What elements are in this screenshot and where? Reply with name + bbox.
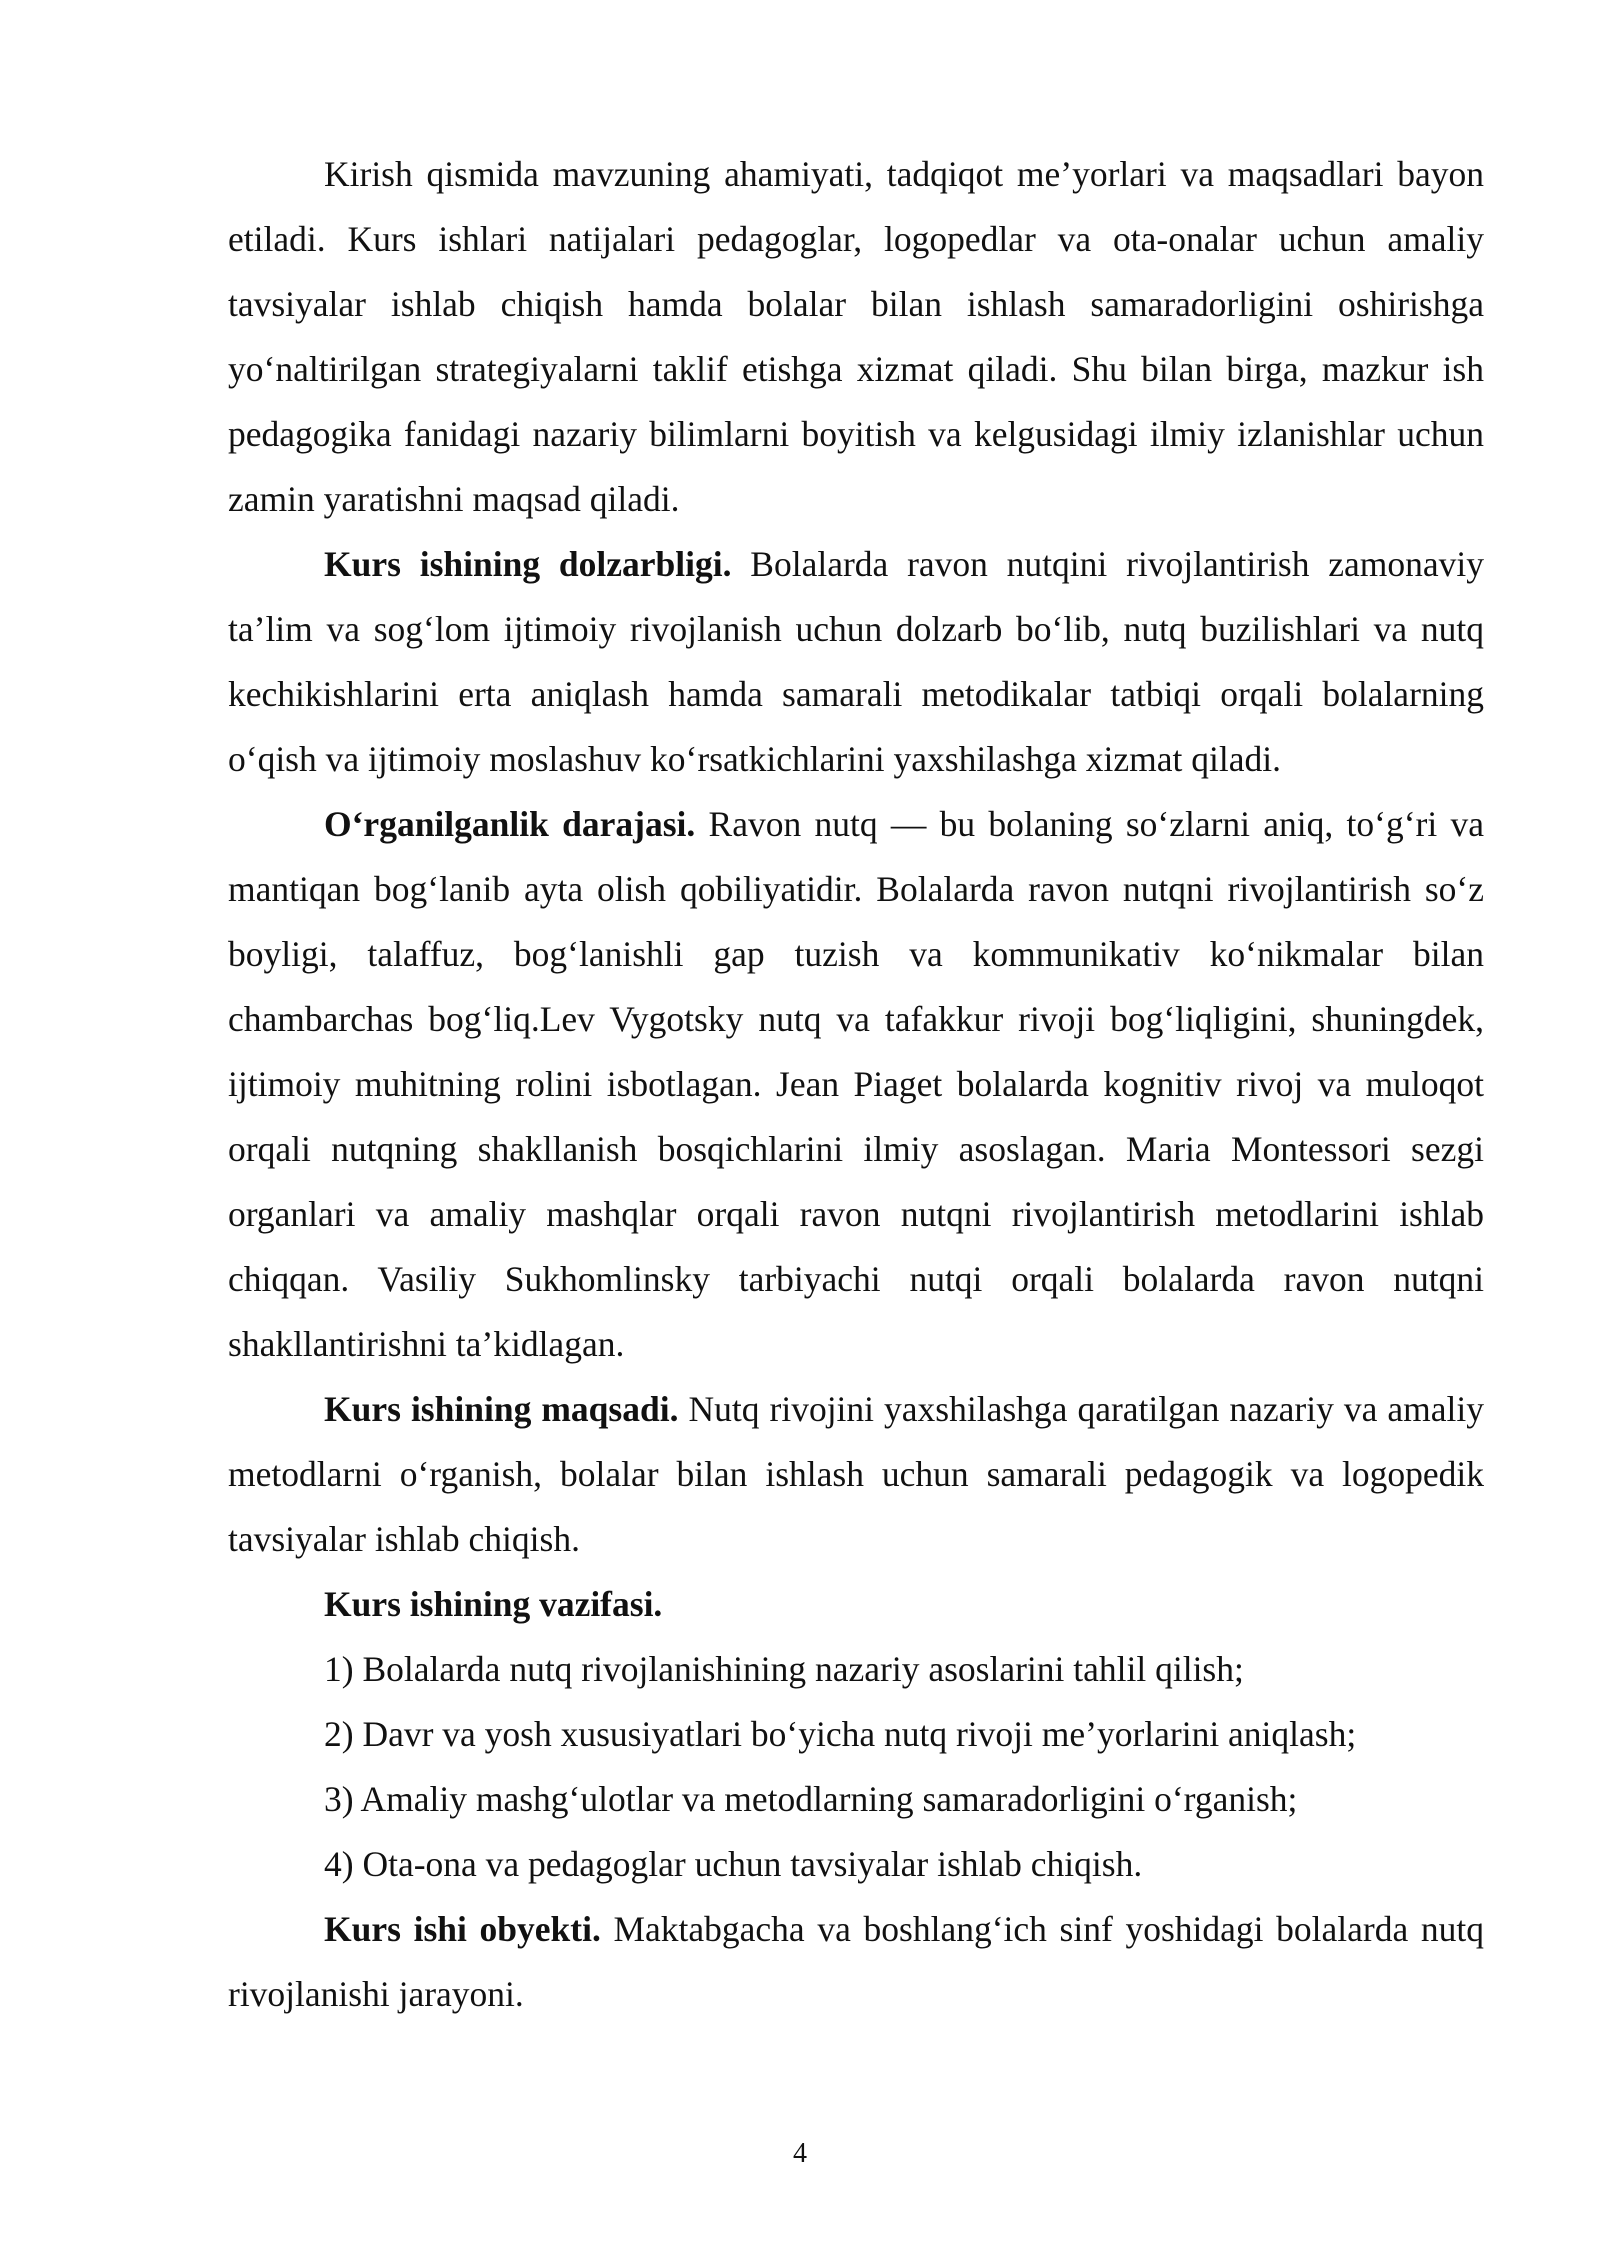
task-text: 3) Amaliy mashg‘ulotlar va metodlarning samaradorligini o‘rganish;: [324, 1779, 1298, 1819]
task-item-3: [228, 1767, 1484, 1832]
paragraph-text: Bolalarda ravon nutqini rivojlantirish zamonaviy ta’lim va sog‘lom ijtimoiy rivojlanish uchun dolzarb bo‘lib, nutq buzilishlari va nutq kechikishlarini erta aniqlash hamda samarali metodikalar tatbiqi orqali bolalarning o‘qish va ijtimoiy moslashuv ko‘rsatkichlarini yaxshilashga xizmat qiladi.: [228, 544, 1484, 779]
paragraph-goal: [228, 1377, 1484, 1572]
paragraph-heading: Kurs ishi obyekti.: [324, 1909, 601, 1949]
task-item-2: [228, 1702, 1484, 1767]
paragraph-relevance: [228, 532, 1484, 792]
paragraph-text: Ravon nutq — bu bolaning so‘zlarni aniq, to‘g‘ri va mantiqan bog‘lanib ayta olish qobiliyatidir. Bolalarda ravon nutqni rivojlantirish so‘z boyligi, talaffuz, bog‘lanishli gap tuzish va kommunikativ ko‘nikmalar bilan chambarchas bog‘liq.Lev Vygotsky nutq va tafakkur rivoji bog‘liqligini, shuningdek, ijtimoiy muhitning rolini isbotlagan. Jean Piaget bolalarda kognitiv rivoj va muloqot orqali nutqning shakllanish bosqichlarini ilmiy asoslagan. Maria Montessori sezgi organlari va amaliy mashqlar orqali ravon nutqni rivojlantirish metodlarini ishlab chiqqan. Vasiliy Sukhomlinsky tarbiyachi nutqi orqali bolalarda ravon nutqni shakllantirishni ta’kidlagan.: [228, 804, 1485, 1364]
paragraph-heading: Kurs ishining dolzarbligi.: [324, 544, 732, 584]
paragraph-heading: Kurs ishining vazifasi.: [324, 1584, 663, 1624]
paragraph-introduction: [228, 142, 1484, 532]
body-text: [228, 142, 1484, 2027]
paragraph-heading: O‘rganilganlik darajasi.: [324, 804, 696, 844]
paragraph-heading: Kurs ishining maqsadi.: [324, 1389, 679, 1429]
task-text: 1) Bolalarda nutq rivojlanishining nazariy asoslarini tahlil qilish;: [324, 1649, 1244, 1689]
paragraph-text: Kirish qismida mavzuning ahamiyati, tadqiqot me’yorlari va maqsadlari bayon etiladi. Kurs ishlari natijalari pedagoglar, logopedlar va ota-onalar uchun amaliy tavsiyalar ishlab chiqish hamda bolalar bilan ishlash samaradorligini oshirishga yo‘naltirilgan strategiyalarni taklif etishga xizmat qiladi. Shu bilan birga, mazkur ish pedagogika fanidagi nazariy bilimlarni boyitish va kelgusidagi ilmiy izlanishlar uchun zamin yaratishni maqsad qiladi.: [228, 154, 1484, 519]
task-text: 2) Davr va yosh xususiyatlari bo‘yicha nutq rivoji me’yorlarini aniqlash;: [324, 1714, 1357, 1754]
page-number: 4: [793, 2138, 807, 2169]
task-text: 4) Ota-ona va pedagoglar uchun tavsiyalar ishlab chiqish.: [324, 1844, 1143, 1884]
paragraph-tasks-heading: [228, 1572, 1484, 1637]
paragraph-text: Maktabgacha va boshlang‘ich sinf yoshidagi bolalarda nutq rivojlanishi jarayoni.: [228, 1909, 1484, 2014]
paragraph-object: [228, 1897, 1484, 2027]
paragraph-text: Nutq rivojini yaxshilashga qaratilgan nazariy va amaliy metodlarni o‘rganish, bolalar bilan ishlash uchun samarali pedagogik va logopedik tavsiyalar ishlab chiqish.: [228, 1389, 1484, 1559]
paragraph-study-level: [228, 792, 1484, 1377]
task-item-4: [228, 1832, 1484, 1897]
task-item-1: [228, 1637, 1484, 1702]
